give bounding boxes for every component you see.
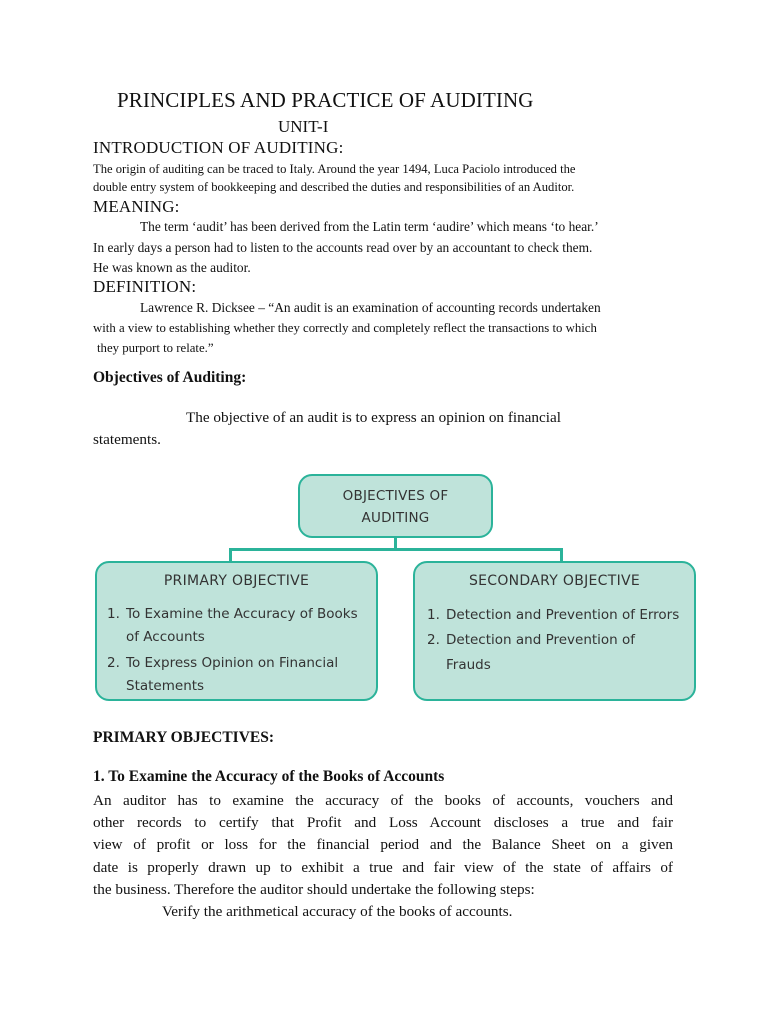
primary-item-1-line-2: of Accounts: [126, 629, 205, 645]
primary-line-2: other records to certify that Profit and Loss Account discloses a true and fair: [93, 814, 673, 832]
primary-objective-title: PRIMARY OBJECTIVE: [163, 573, 310, 589]
root-line-2: AUDITING: [361, 510, 430, 526]
primary-objectives-subheading: 1. To Examine the Accuracy of the Books of Accounts: [93, 768, 445, 785]
primary-item-2-line-1: To Express Opinion on Financial: [126, 655, 339, 671]
primary-item-1: [107, 603, 366, 649]
primary-item-2-number: 2.: [107, 655, 120, 671]
objectives-heading: Objectives of Auditing:: [93, 369, 247, 386]
definition-text: [93, 298, 601, 358]
introduction-text: [93, 160, 576, 196]
primary-item-1-line-1: To Examine the Accuracy of Books: [126, 606, 358, 622]
secondary-objective-title: SECONDARY OBJECTIVE: [468, 573, 641, 589]
objectives-line-2: statements.: [93, 431, 161, 449]
primary-step: Verify the arithmetical accuracy of the books of accounts.: [162, 903, 513, 921]
objectives-line-1: The objective of an audit is to express an opinion on financial: [186, 409, 561, 426]
primary-objective-list: [107, 603, 366, 698]
definition-line-1: Lawrence R. Dicksee – “An audit is an examination of accounting records undertaken: [140, 300, 601, 315]
primary-line-4: date is properly drawn up to exhibit a true and fair view of the state of affairs of: [93, 858, 673, 876]
primary-objectives-heading: PRIMARY OBJECTIVES:: [93, 729, 275, 746]
secondary-objective-list: [427, 603, 684, 678]
objectives-text: [93, 407, 561, 451]
secondary-item-1: [427, 603, 684, 628]
meaning-line-1: The term ‘audit’ has been derived from the Latin term ‘audire’ which means ‘to hear.’: [140, 219, 599, 234]
unit-label: UNIT-I: [278, 117, 329, 136]
primary-item-2-line-2: Statements: [126, 678, 205, 694]
meaning-line-2: In early days a person had to listen to the accounts read over by an accountant to check them.: [93, 239, 593, 255]
connector-left-drop: [229, 548, 232, 562]
secondary-item-2-number: 2.: [427, 632, 440, 648]
secondary-item-1-text: Detection and Prevention of Errors: [446, 607, 680, 623]
meaning-heading: MEANING:: [93, 197, 180, 216]
connector-right-drop: [560, 548, 563, 562]
definition-line-3: they purport to relate.”: [97, 341, 214, 355]
definition-line-2: with a view to establishing whether they correctly and completely reflect the transactions to which: [93, 321, 597, 335]
secondary-item-2: [427, 628, 684, 678]
definition-heading: DEFINITION:: [93, 277, 197, 296]
connector-horizontal: [229, 548, 563, 551]
primary-objectives-text: [93, 790, 673, 923]
meaning-text: [93, 217, 599, 279]
introduction-line-1: The origin of auditing can be traced to Italy. Around the year 1494, Luca Paciolo introduced the: [93, 162, 576, 176]
objectives-root-box: [298, 474, 493, 538]
primary-objective-box: [95, 561, 378, 701]
primary-item-1-number: 1.: [107, 606, 120, 622]
primary-line-5: the business. Therefore the auditor should undertake the following steps:: [93, 880, 535, 898]
secondary-item-1-number: 1.: [427, 607, 440, 623]
secondary-objective-box: [413, 561, 696, 701]
secondary-item-2-text: Detection and Prevention of Frauds: [446, 632, 636, 673]
introduction-heading: INTRODUCTION OF AUDITING:: [93, 138, 344, 157]
meaning-line-3: He was known as the auditor.: [93, 260, 251, 275]
root-line-1: OBJECTIVES OF: [342, 488, 449, 504]
primary-item-2: [107, 652, 366, 698]
introduction-line-2: double entry system of bookkeeping and described the duties and responsibilities of an Auditor.: [93, 180, 575, 194]
primary-line-3: view of profit or loss for the financial period and the Balance Sheet on a given: [93, 836, 673, 854]
primary-line-1: An auditor has to examine the accuracy of the books of accounts, vouchers and: [93, 792, 673, 809]
document-title: PRINCIPLES AND PRACTICE OF AUDITING: [117, 88, 534, 112]
